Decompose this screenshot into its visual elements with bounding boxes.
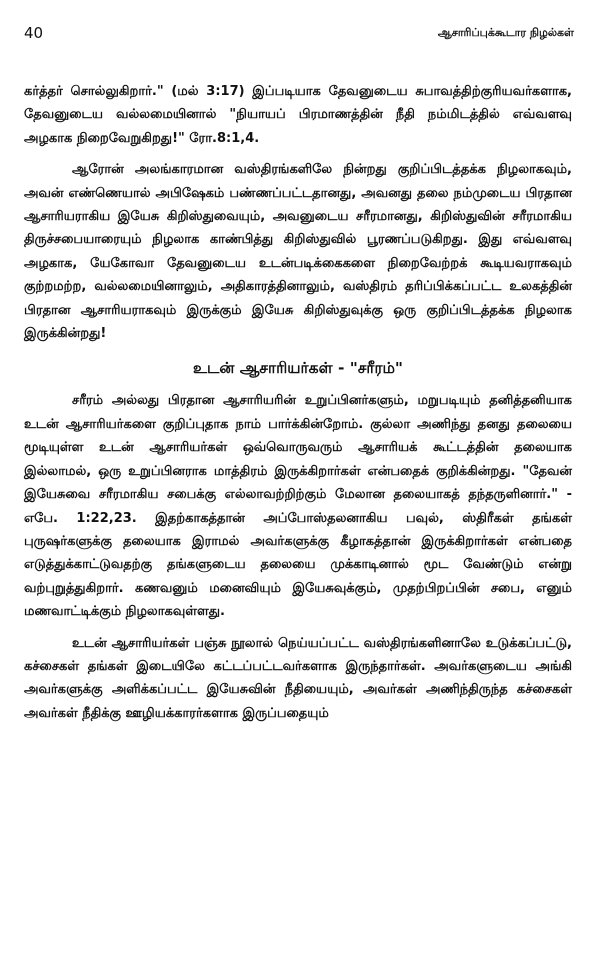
running-title: ஆசாரிப்புக்கூடார நிழல்கள் bbox=[437, 26, 574, 39]
page-number: 40 bbox=[24, 24, 44, 42]
paragraph-4: உடன் ஆசாரியர்கள் பஞ்சு நூலால் நெய்யப்பட்ட வஸ்திரங்களினாலே உடுக்கப்பட்டு, கச்சைகள் தங்கள் இடையிலே கட்டப்பட்டவர்களாக இருந்தார்கள். அவர்களுடைய அங்கி அவர்களுக்கு அளிக்கப்பட்ட இயேசுவின் நீதியையும், அவர்கள் அணிந்திருந்த கச்சைகள் அவர்கள் நீதிக்கு ஊழியக்காரர்களாக இருப்பதையும் bbox=[24, 635, 572, 721]
paragraph-3: சரீரம் அல்லது பிரதான ஆசாரியரின் உறுப்பினர்களும், மறுபடியும் தனித்தனியாக உடன் ஆசாரியர்களை குறிப்புதாக நாம் பார்க்கின்றோம். குல்லா அணிந்து தனது தலையை மூடியுள்ள உடன் ஆசாரியர்கள் ஒவ்வொருவரும் ஆசாரியக் கூட்டத்தின் தலையாக இல்லாமல், ஒரு உறுப்பினராக மாத்திரம் இருக்கிறார்கள் என்பதைக் குறிக்கின்றது. "தேவன் இயேசுவை சரீரமாகிய சபைக்கு எல்லாவற்றிற்கும் மேலான தலையாகத் தந்தருளினார்." - எபே. 1:22,23. இதற்காகத்தான் அப்போஸ்தலனாகிய பவுல், ஸ்திரீகள் தங்கள் புருஷர்களுக்கு தலையாக இராமல் அவர்களுக்கு கீழாகத்தான் இருக்கிறார்கள் என்பதை எடுத்துக்காட்டுவதற்கு தங்களுடைய தலையை முக்காடினால் மூட வேண்டும் என்று வற்புறுத்துகிறார். கணவனும் மனைவியும் இயேசுவுக்கும், முதற்பிறப்பின் சபை, எனும் மணவாட்டிக்கும் நிழலாகவுள்ளது. bbox=[24, 393, 572, 620]
paragraph-2: ஆரோன் அலங்காரமான வஸ்திரங்களிலே நின்றது குறிப்பிடத்தக்க நிழலாகவும், அவன் எண்ணெயால் அபிஷேகம் பண்ணப்பட்டதானது, அவனது தலை நம்முடைய பிரதான ஆசாரியராகிய இயேசு கிறிஸ்துவையும், அவனுடைய சரீரமானது, கிறிஸ்துவின் சரீரமாகிய திருச்சபையாரையும் நிழலாக காண்பித்து கிறிஸ்துவில் பூரணப்படுகிறது. இது எவ்வளவு அழகாக, யேகோவா தேவனுடைய உடன்படிக்கைகளை நிறைவேற்றக் கூடியவராகவும் குற்றமற்ற, வல்லமையினாலும், அதிகாரத்தினாலும், வஸ்திரம் தரிப்பிக்கப்பட்ட உலகத்தின் பிரதான ஆசாரியராகவும் இருக்கும் இயேசு கிறிஸ்துவுக்கு ஒரு குறிப்பிடத்தக்க நிழலாக இருக்கின்றது! bbox=[24, 162, 572, 342]
section-heading: உடன் ஆசாரியர்கள் - "சரீரம்" bbox=[193, 359, 403, 378]
page-header bbox=[24, 24, 574, 46]
paragraph-1: கர்த்தர் சொல்லுகிறார்." (மல் 3:17) இப்படியாக தேவனுடைய சுபாவத்திற்குரியவர்களாக, தேவனுடைய வல்லமையினால் "நியாயப் பிரமாணத்தின் நீதி நம்மிடத்தில் எவ்வளவு அழகாக நிறைவேறுகிறது!" ரோ.8:1,4. bbox=[24, 84, 572, 146]
page-body bbox=[24, 80, 572, 725]
